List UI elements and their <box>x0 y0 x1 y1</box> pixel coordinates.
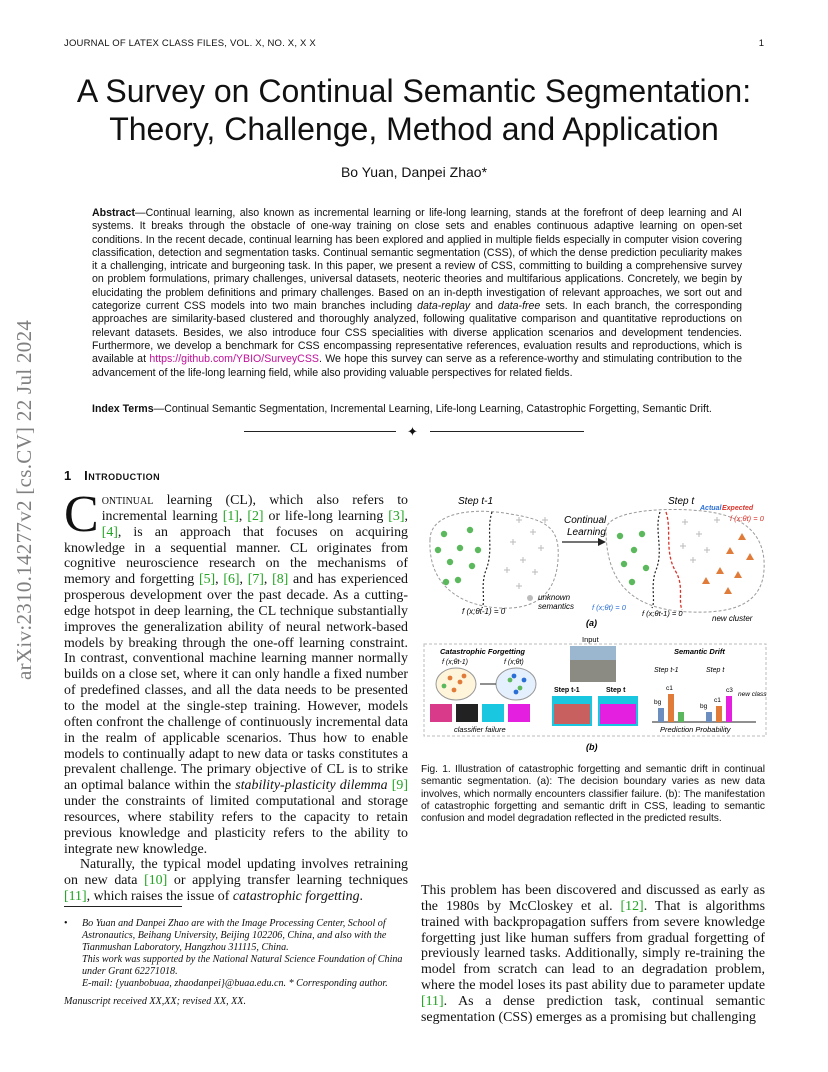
label-f-prev: f (x;θt-1) = 0 <box>462 607 506 616</box>
footnote-email: E-mail: {yuanbobuaa, zhaodanpei}@buaa.edu.cn. * Corresponding author. <box>82 978 388 990</box>
intro-text: Naturally, the typical model updating involves retraining on new data <box>64 857 408 889</box>
cf-cluster-2 <box>496 668 536 700</box>
emphasis: stability-plasticity dilemma <box>235 778 388 794</box>
plus-points-right <box>680 517 720 563</box>
seg-step-cur-building <box>600 704 636 724</box>
orange-triangles-new-cluster <box>702 533 754 594</box>
label-step-cur: Step t <box>668 496 695 507</box>
label-sd-step-cur: Step t <box>706 667 725 674</box>
subfigure-a-label: (a) <box>586 618 597 628</box>
sep: , <box>239 572 248 588</box>
cf-thumb-4 <box>508 704 530 722</box>
github-link[interactable]: https://github.com/YBIO/SurveyCSS <box>149 353 319 366</box>
sep: , <box>263 572 273 588</box>
input-image-sky <box>570 646 616 660</box>
label-classifier-failure: classifier failure <box>454 725 506 734</box>
abstract-text-2: sets. In each branch, the corresponding approaches are similarity-based clustered and thoroughly analyzed, following qualitative comparison and quantitative reproductions on relevant datasets. Besides, we also introduce four CSS specialities with diverse application scenarios and development tendencies. Furthermore, we develop a benchmark for CSS encompassing representative references, evaluation results and reproductions, which is available at <box>92 300 742 366</box>
sd-bar-bg <box>658 708 664 722</box>
intro-right-column <box>421 883 765 1026</box>
citation-link[interactable]: [6] <box>223 572 240 588</box>
citation-link[interactable]: [10] <box>144 873 168 889</box>
manuscript-note: Manuscript received XX,XX; revised XX, XX. <box>64 996 246 1007</box>
section-number: 1 <box>64 468 72 483</box>
right-text: . That is algorithms trained with backpropagation suffers from severe knowledge forgetting just like human suffers from gradual forgetting of previously learned tasks. Additionally, simply re-training the model from scratch can lead to an degradation problem, where the model loses its past ability due to parameter update <box>421 898 765 994</box>
index-terms <box>92 403 752 415</box>
arxiv-stamp: arXiv:2310.14277v2 [cs.CV] 22 Jul 2024 <box>12 319 36 680</box>
label-prediction-probability: Prediction Probability <box>660 725 731 734</box>
right-text: . As a dense prediction task, continual semantic segmentation (CSS) emerges as a promising but challenging <box>421 993 765 1025</box>
intro-text: . <box>359 889 364 905</box>
label-catastrophic-forgetting: Catastrophic Forgetting <box>440 647 526 656</box>
index-terms-label: Index Terms <box>92 403 154 415</box>
sd-bar-bg-cur <box>706 712 712 722</box>
figure-caption: Fig. 1. Illustration of catastrophic forgetting and semantic drift in continual semantic segmentation. (a): The decision boundary varies as new data involves, which normally encounters classifier failure. (b): The manifestation of catastrophic forgetting and semantic drift in CSS, leading to semantic confusion and model degradation reflected in the predicted results. <box>421 764 765 825</box>
section-heading <box>64 468 160 483</box>
sd-bar-c3 <box>726 696 732 722</box>
abstract-em-data-free: data-free <box>497 300 541 313</box>
figure-1 <box>420 490 770 756</box>
citation-link[interactable]: [12] <box>620 898 644 914</box>
cf-thumb-3 <box>482 704 504 722</box>
arrow-head-icon <box>598 538 606 546</box>
label-c1: c1 <box>666 685 673 692</box>
intro-paragraph-2 <box>64 857 408 905</box>
intro-text: or applying transfer learning techniques <box>167 873 408 889</box>
label-c3: c3 <box>726 687 733 694</box>
page-number: 1 <box>758 38 764 49</box>
label-cf-f1: f (x;θt-1) <box>442 659 468 666</box>
cf-cluster-1 <box>436 668 476 700</box>
label-bg-2: bg <box>700 703 708 710</box>
paper-title <box>40 72 788 148</box>
label-f-expected: f (x;θt) = 0 <box>730 514 764 523</box>
sd-bar-c1 <box>668 694 674 722</box>
label-actual: Actual <box>700 505 722 512</box>
footnote-affiliation: Bo Yuan and Danpei Zhao are with the Image Processing Center, School of Astronautics, Beihang University, Beijing 102206, China, and also with the Tianmushan Laboratory, Hangzhou 311115, China. <box>82 918 387 954</box>
label-semantics: semantics <box>538 602 575 611</box>
citation-link[interactable]: [4] <box>101 524 118 540</box>
seg-step-prev-building <box>554 704 590 724</box>
separator-rule-right <box>430 431 584 432</box>
intro-left-column <box>64 486 408 905</box>
abstract-text-1: —Continual learning, also known as incremental learning or life-long learning, stands at the forefront of deep learning and AI systems. It breaks through the obstacle of one-way training on close sets and enables continuous adaptive learning on open-set conditions. In the recent decade, continual learning has been explored and applied in multiple fields especially in computer vision covering classification, detection and segmentation tasks. Continual semantic segmentation (CSS), of which the dense prediction peculiarity makes it a challenging, intricate and burgeoning task. In this paper, we present a review of CSS, committing to building a comprehensive survey on problem formulations, primary challenges, universal datasets, neoteric theories and multifarious applications. Concretely, we begin by elucidating the problem definitions and primary challenges. Based on an in-depth investigation of relevant approaches, we sort out and categorize current CSS models into two main branches including <box>92 207 742 313</box>
emphasis: catastrophic forgetting <box>232 889 360 905</box>
decision-boundary-prev <box>482 512 492 608</box>
label-step-prev: Step t-1 <box>458 496 494 507</box>
label-unknown: unknown <box>538 593 571 602</box>
intro-text: , which raises the issue of <box>86 889 233 905</box>
label-sd-step-prev: Step t-1 <box>654 667 679 674</box>
label-step-prev-b: Step t-1 <box>554 687 580 694</box>
title-line-2: Theory, Challenge, Method and Application <box>109 111 719 147</box>
decision-boundary-actual <box>652 512 660 608</box>
footnote-bullet: • <box>64 918 68 929</box>
authors: Bo Yuan, Danpei Zhao* <box>340 164 488 180</box>
green-points-left <box>435 527 481 585</box>
abstract-label: Abstract <box>92 207 135 219</box>
sep: , <box>238 508 248 524</box>
plus-points-left <box>504 517 548 589</box>
subfigure-b-label: (b) <box>586 742 598 752</box>
cf-thumb-1 <box>430 704 452 722</box>
green-points-right <box>617 531 649 585</box>
intro-text: , is an approach that focuses on acquiring knowledge in a sequential manner. CL originates from cognitive neuroscience research on the mechanisms of memory and forgetting <box>64 524 408 588</box>
lead-small-caps: ontinual <box>101 493 154 508</box>
label-expected: Expected <box>722 505 754 512</box>
label-f-cur: f (x;θt) = 0 <box>592 603 626 612</box>
label-continual: Continual <box>564 515 607 526</box>
right-text: This problem has been discovered and discussed as early as the 1980s by McCloskey et al. <box>421 883 765 914</box>
citation-link[interactable]: [11] <box>64 889 87 905</box>
label-c1b: c1 <box>714 697 721 704</box>
label-new-class: new class <box>738 691 767 698</box>
sd-bar-c1-cur <box>716 706 722 722</box>
sep: , <box>404 508 408 524</box>
citation-link[interactable]: [1] <box>222 508 239 524</box>
footnote-rule <box>64 906 182 907</box>
decision-boundary-expected <box>666 512 682 610</box>
abstract-em-data-replay: data-replay <box>417 300 471 313</box>
footnote-funding: This work was supported by the National Natural Science Foundation of China under Grant 62271018. <box>82 954 403 978</box>
label-input: Input <box>582 635 599 644</box>
index-terms-text: —Continual Semantic Segmentation, Incremental Learning, Life-long Learning, Catastrophic Forgetting, Semantic Drift. <box>153 403 712 415</box>
footnote <box>64 918 408 991</box>
unknown-point <box>527 595 533 601</box>
section-title: Introduction <box>84 468 161 483</box>
dropcap: C <box>64 486 99 543</box>
label-new-cluster: new cluster <box>712 614 753 623</box>
sd-bar-3 <box>678 712 684 722</box>
intro-text: under the constraints of limited computational and storage resources, where stability refers to the capacity to retain previous knowledge and plasticity refers to the ability to integrate new knowledge. <box>64 794 408 857</box>
cf-thumb-2 <box>456 704 478 722</box>
citation-link[interactable]: [5] <box>198 572 216 588</box>
abstract-text-3: . We hope this survey can serve as a reference-worthy and stimulating contribution to the advancement of the life-long learning field, while also providing valuable perspectives for related fields. <box>92 353 743 379</box>
intro-paragraph-1 <box>64 486 408 857</box>
intro-text: or life-long learning <box>263 508 389 524</box>
citation-link[interactable]: [7] <box>247 572 264 588</box>
separator-rule-left <box>244 431 396 432</box>
title-line-1: A Survey on Continual Semantic Segmentation: <box>76 73 752 109</box>
citation-link[interactable]: [2] <box>247 508 264 524</box>
abstract <box>92 207 742 380</box>
separator-diamond-icon: ✦ <box>407 424 418 439</box>
label-cf-f2: f (x;θt) <box>504 659 524 666</box>
label-step-cur-b: Step t <box>606 687 626 694</box>
citation-link[interactable]: [8] <box>272 572 289 588</box>
abstract-and: and <box>470 300 498 313</box>
sep: , <box>215 572 224 588</box>
label-learning: Learning <box>567 527 606 538</box>
label-f-prev-right: f (x;θt-1) = 0 <box>642 609 683 618</box>
intro-text: learning (CL), which also refers to incremental learning <box>101 493 408 524</box>
citation-link[interactable]: [11] <box>421 993 444 1009</box>
intro-text: and has experienced prosperous development over the past decade. As a cutting-edge hotspot in deep learning, the CL technique substantially improves the generalization ability of neural network-based models by breaking through the one-off learning constraint. In contrast, conventional machine learning manner normally builds on a close set, where it can only handle a fixed number of predefined classes, and all the data needs to be presented to the model at the single-step training. However, models often confront the challenge of continuously incremental data in the realm of applicable scenarios. Thus how to enable models to continually adapt to new data or tasks constitutes a prevalent challenge. The primary objective of CL is to strike an optimal balance within the <box>64 572 408 794</box>
citation-link[interactable]: [9] <box>391 778 408 794</box>
running-head: JOURNAL OF LATEX CLASS FILES, VOL. X, NO. X, X X <box>64 38 316 49</box>
label-semantic-drift: Semantic Drift <box>674 647 725 656</box>
citation-link[interactable]: [3] <box>388 508 405 524</box>
label-bg: bg <box>654 699 662 706</box>
